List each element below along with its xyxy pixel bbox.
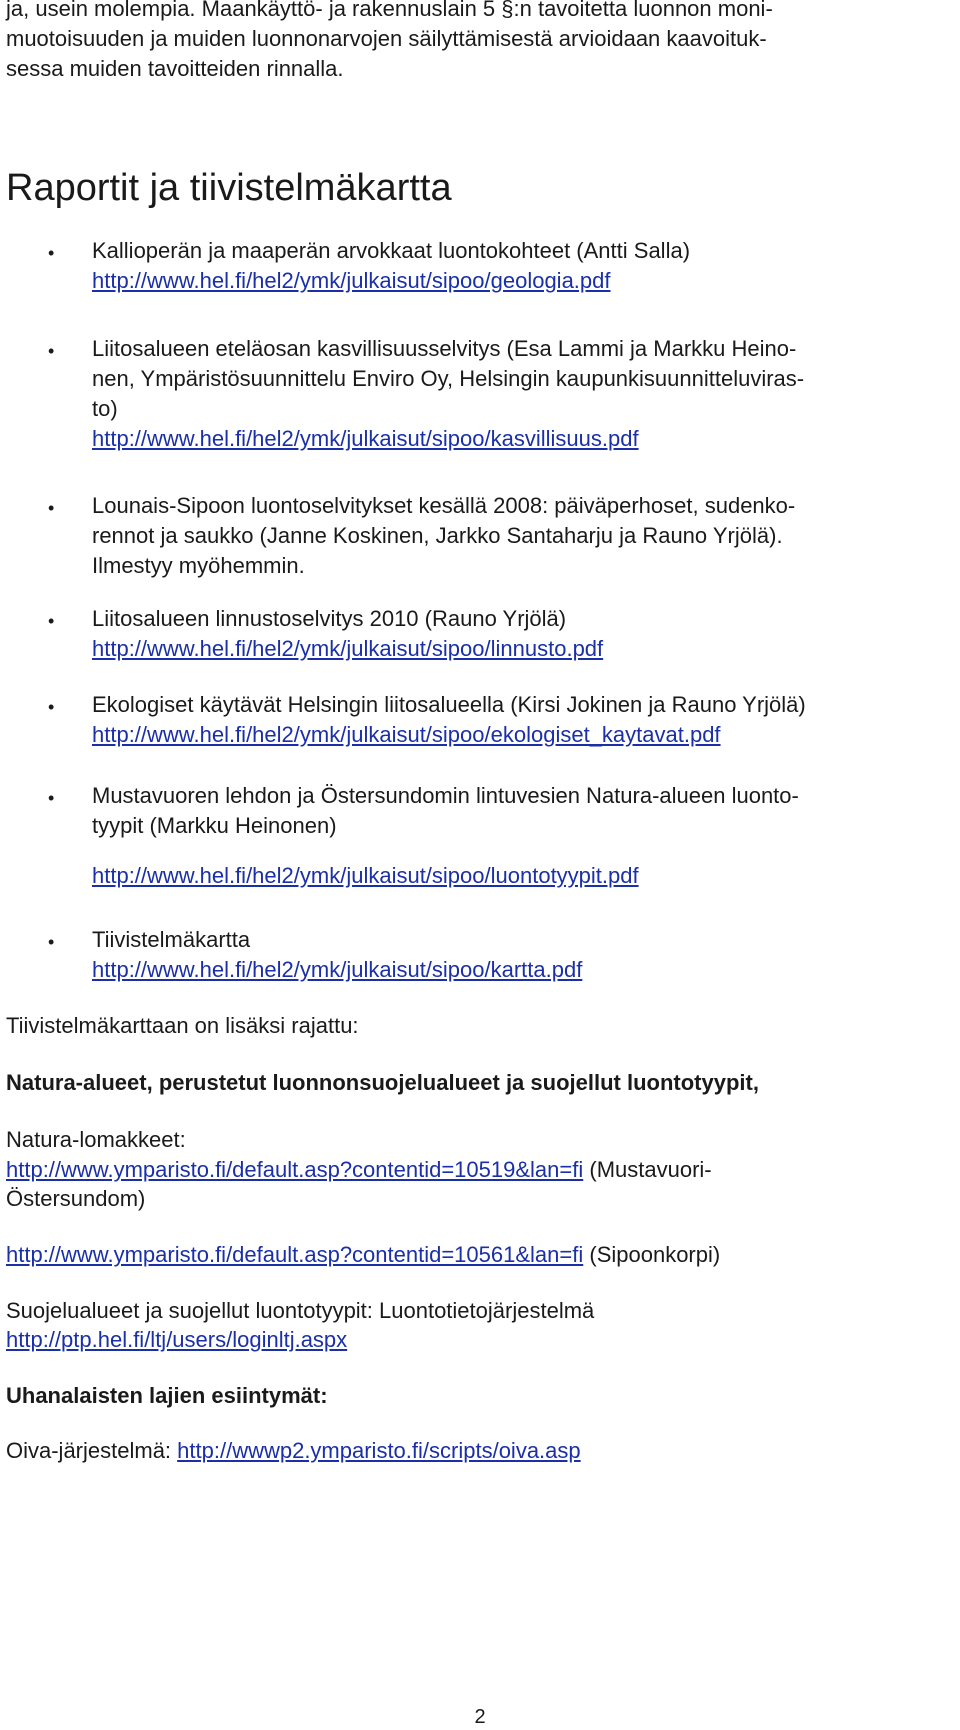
tiivistelma-text: Tiivistelmäkarttaan on lisäksi rajattu:: [6, 1013, 359, 1038]
list-item: [92, 781, 960, 841]
document-page: [6, 0, 956, 1730]
natura-link-mustavuori[interactable]: http://www.ymparisto.fi/default.asp?contentid=10519&lan=fi: [6, 1157, 584, 1182]
list-item-text: rennot ja saukko (Janne Koskinen, Jarkko Santaharju ja Rauno Yrjölä).: [92, 523, 783, 548]
list-item-text: Liitosalueen eteläosan kasvillisuusselvitys (Esa Lammi ja Markku Heino-: [92, 336, 797, 361]
oiva-row: [6, 1436, 581, 1466]
bullet-icon: •: [48, 788, 55, 808]
list-item: [92, 236, 960, 296]
luontotieto-link[interactable]: http://ptp.hel.fi/ltj/users/loginltj.aspx: [6, 1327, 348, 1352]
intro-line: muotoisuuden ja muiden luonnonarvojen säilyttämisestä arvioidaan kaavoituk-: [6, 26, 767, 51]
bullet-icon: •: [48, 611, 55, 631]
intro-line: ja, usein molempia. Maankäyttö- ja rakennuslain 5 §:n tavoitetta luonnon moni-: [6, 0, 773, 21]
intro-paragraph: [6, 0, 924, 84]
natura-link-row: [6, 1155, 712, 1185]
natura-link-suffix: (Sipoonkorpi): [583, 1242, 721, 1267]
bullet-icon: •: [48, 498, 55, 518]
list-item-text: to): [92, 396, 118, 421]
list-item-text: Kallioperän ja maaperän arvokkaat luontokohteet (Antti Salla): [92, 238, 691, 263]
list-item-text: nen, Ympäristösuunnittelu Enviro Oy, Helsingin kaupunkisuunnitteluviras-: [92, 366, 805, 391]
natura-link-suffix: (Mustavuori-: [583, 1157, 712, 1182]
list-item-text: Mustavuoren lehdon ja Östersundomin lintuvesien Natura-alueen luonto-: [92, 783, 799, 808]
uhanalaiset-heading: Uhanalaisten lajien esiintymät:: [6, 1383, 328, 1408]
suojelu-text: Suojelualueet ja suojellut luontotyypit: Luontotietojärjestelmä: [6, 1298, 595, 1323]
list-item-text: Ilmestyy myöhemmin.: [92, 553, 305, 578]
bullet-icon: •: [48, 932, 55, 952]
suojelu-link-row: [6, 1325, 347, 1355]
natura-link-suffix-line: Östersundom): [6, 1186, 146, 1211]
natura-link-row: [6, 1240, 720, 1270]
list-item: [92, 925, 960, 985]
page-number: 2: [474, 1706, 486, 1728]
bullet-icon: •: [48, 341, 55, 361]
report-link[interactable]: http://www.hel.fi/hel2/ymk/julkaisut/sipoo/linnusto.pdf: [92, 636, 604, 661]
oiva-label: Oiva-järjestelmä:: [6, 1438, 178, 1463]
list-item: [92, 334, 960, 454]
report-link[interactable]: http://www.hel.fi/hel2/ymk/julkaisut/sipoo/geologia.pdf: [92, 268, 611, 293]
list-item-text: Liitosalueen linnustoselvitys 2010 (Rauno Yrjölä): [92, 606, 567, 631]
natura-heading: Natura-alueet, perustetut luonnonsuojelualueet ja suojellut luontotyypit,: [6, 1070, 759, 1095]
section-heading: Raportit ja tiivistelmäkartta: [6, 167, 452, 209]
list-item-text: Tiivistelmäkartta: [92, 927, 251, 952]
list-item-text: tyypit (Markku Heinonen): [92, 813, 337, 838]
report-link[interactable]: http://www.hel.fi/hel2/ymk/julkaisut/sipoo/luontotyypit.pdf: [92, 863, 639, 888]
oiva-link[interactable]: http://wwwp2.ymparisto.fi/scripts/oiva.asp: [177, 1438, 581, 1463]
list-item: [92, 690, 960, 750]
report-link[interactable]: http://www.hel.fi/hel2/ymk/julkaisut/sipoo/kasvillisuus.pdf: [92, 426, 639, 451]
report-link[interactable]: http://www.hel.fi/hel2/ymk/julkaisut/sipoo/kartta.pdf: [92, 957, 583, 982]
report-link[interactable]: http://www.hel.fi/hel2/ymk/julkaisut/sipoo/ekologiset_kaytavat.pdf: [92, 722, 721, 747]
list-item: [92, 491, 960, 581]
natura-link-sipoonkorpi[interactable]: http://www.ymparisto.fi/default.asp?contentid=10561&lan=fi: [6, 1242, 584, 1267]
list-item-text: Lounais-Sipoon luontoselvitykset kesällä 2008: päiväperhoset, sudenko-: [92, 493, 796, 518]
bullet-icon: •: [48, 697, 55, 717]
list-item-text: Ekologiset käytävät Helsingin liitosalueella (Kirsi Jokinen ja Rauno Yrjölä): [92, 692, 806, 717]
list-item: [92, 604, 960, 664]
bullet-icon: •: [48, 243, 55, 263]
natura-label: Natura-lomakkeet:: [6, 1127, 186, 1152]
intro-line: sessa muiden tavoitteiden rinnalla.: [6, 56, 344, 81]
